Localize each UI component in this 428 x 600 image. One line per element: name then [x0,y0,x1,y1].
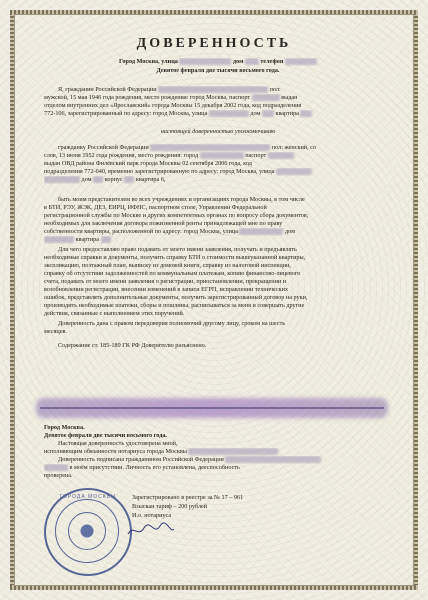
signature-underline [40,407,384,409]
notary-line-7: проверена. [44,472,73,479]
powers-line-5 [44,228,392,236]
rights-line-1: Для чего предоставляю право подавать от моего имени заявления, получать и предъявлять [58,246,297,253]
term-line-2: месяцев. [44,328,67,335]
powers-line-6 [44,236,392,244]
header-dom-label: дом [232,58,244,65]
notary-line-6 [44,464,392,472]
rights-line-9: действия, связанные с выполнением этих поручений. [44,310,185,317]
notary-date: Девятое февраля две тысячи восьмого года. [44,432,167,439]
principal-text: 772-106, зарегистрированный по адресу: город Москва, улица [44,110,208,117]
rights-line-6: возобновлении регистрации, внесении изменений в записи ЕГРП, исправлении технических [44,286,289,293]
header-address-line [44,58,392,66]
principal-text: мужской, 15 мая 1946 года рождения, место рождения: город Москва, паспорт [44,94,251,101]
redacted-field [188,448,278,455]
header-street-label: Город Москва, улица [119,58,178,65]
principal-line-2 [44,94,392,102]
redacted-field [285,58,317,65]
agent-line-2 [44,152,392,160]
header-date: Девятое февраля две тысячи восьмого года. [156,67,280,74]
notary-line-4 [44,448,392,456]
redacted-field [252,94,280,101]
powers-line-2: в БТИ, РЭУ, ЖЭК, ДЕЗ, ЕИРЦ, ИФНС, паспортном столе, Управлении Федеральной [44,204,267,211]
redacted-field [200,152,244,159]
notary-text: Доверенность подписана гражданином Российской Федерации [58,456,224,463]
redacted-field [225,456,321,463]
seal-emblem-icon [68,512,106,550]
redacted-field [158,86,268,93]
redacted-field [245,58,259,65]
powers-text: квартира [75,236,100,243]
header-tel-label: телефон [260,58,284,65]
notary-line-5 [44,456,392,464]
notary-text: исполняющим обязанности нотариуса города Москвы [44,448,187,455]
authorization-phrase: настоящей доверенностью уполномочиваю [160,128,276,135]
agent-line-1 [44,144,392,152]
notary-text: в моём присутствии. Личность его установлена, дееспособность [69,464,240,471]
rights-line-5: счета, подавать от моего имени заявления о регистрации, приостановлении, прекращении и [44,278,287,285]
acting-notary: И.о. нотариуса [132,512,172,519]
fee-charged: Взыскан тариф – 200 рублей [132,503,208,510]
civil-code-note: Содержание ст. 185-189 ГК РФ Доверителю разъяснено. [58,342,207,349]
powers-line-1: быть моим представителем во всех учреждениях и организациях города Москвы, в том числе [58,196,305,203]
notary-line-3: Настоящая доверенность удостоверена мной, [58,440,178,447]
agent-text: корпус [104,176,123,183]
redacted-field [101,236,111,243]
rights-line-4: справку об отсутствии задолженностей по коммунальным платежам, копию финансово-лицевого [44,270,301,277]
principal-text: выдан [281,94,298,101]
redacted-field [44,176,80,183]
redacted-field [239,228,283,235]
agent-text: пол: женский, со [271,144,317,151]
redacted-field [93,176,103,183]
powers-line-3: регистрационной службы по Москве и других компетентных органах по вопросу сбора документов, [44,212,309,219]
notary-seal [44,488,132,576]
powers-text: собственности квартиры, расположенной по адресу: город Москва, улица [44,228,238,235]
redacted-field [268,152,294,159]
agent-text: гражданку Российской Федерации [58,144,149,151]
agent-text: квартира 6, [135,176,166,183]
principal-text: квартира [275,110,299,117]
redacted-field [44,464,68,471]
rights-line-3: экспликацию, поэтажный план, выписку из домовой книги, справку из налоговой инспекции, [44,262,291,269]
agent-line-3: выдан ОВД района Филёвский парк города Москвы 02 сентября 2006 года, код [44,160,252,167]
principal-line-3: отделом внутренних дел «Ярославский» города Москвы 15 декабря 2002 года, код подразделения [44,102,302,109]
document-title: ДОВЕРЕННОСТЬ [136,36,292,51]
redacted-field [124,176,134,183]
redacted-field [209,110,249,117]
redacted-field [150,144,270,151]
agent-text: дом [81,176,92,183]
powers-line-4: необходимых для заключения договора пожизненной ренты принадлежащей мне по праву [44,220,283,227]
agent-line-5 [44,176,392,184]
principal-line-4 [44,110,392,118]
redacted-field [276,168,312,175]
rights-line-2: необходимые справки и документы, получить справку БТИ о стоимости вышеуказанной квартиры, [44,254,306,261]
agent-text: подразделения 772-040, временно зарегистрированную по адресу: город Москва, улица [44,168,275,175]
principal-text: Я, гражданин Российской Федерации [58,86,157,93]
principal-text: пол: [269,86,281,93]
seal-text: ГОРОДА МОСКВЫ [59,494,117,500]
agent-text: слов, 13 июня 1952 года рождения, место рождения: город [44,152,199,159]
redacted-field [300,110,312,117]
registry-number: Зарегистрировано в реестре за № 17 – 961 [132,494,244,501]
notary-city: Город Москва. [44,424,85,431]
agent-line-4 [44,168,392,176]
powers-text: дом [285,228,296,235]
term-line-1: Доверенность дана с правом передоверия полномочий другому лицу, сроком на шесть [58,320,286,327]
principal-line-1 [44,86,392,94]
notary-signature-icon [126,520,176,540]
redacted-field [179,58,231,65]
redacted-field [262,110,274,117]
redacted-field [44,236,74,243]
agent-text: паспорт [245,152,267,159]
rights-line-7: ошибок, представлять дополнительные документы, получить зарегистрированный договор на руки, [44,294,308,301]
rights-line-8: производить необходимые платежи, сборы и пошлины, расписываться за меня и совершать другие [44,302,305,309]
principal-text: дом [250,110,261,117]
